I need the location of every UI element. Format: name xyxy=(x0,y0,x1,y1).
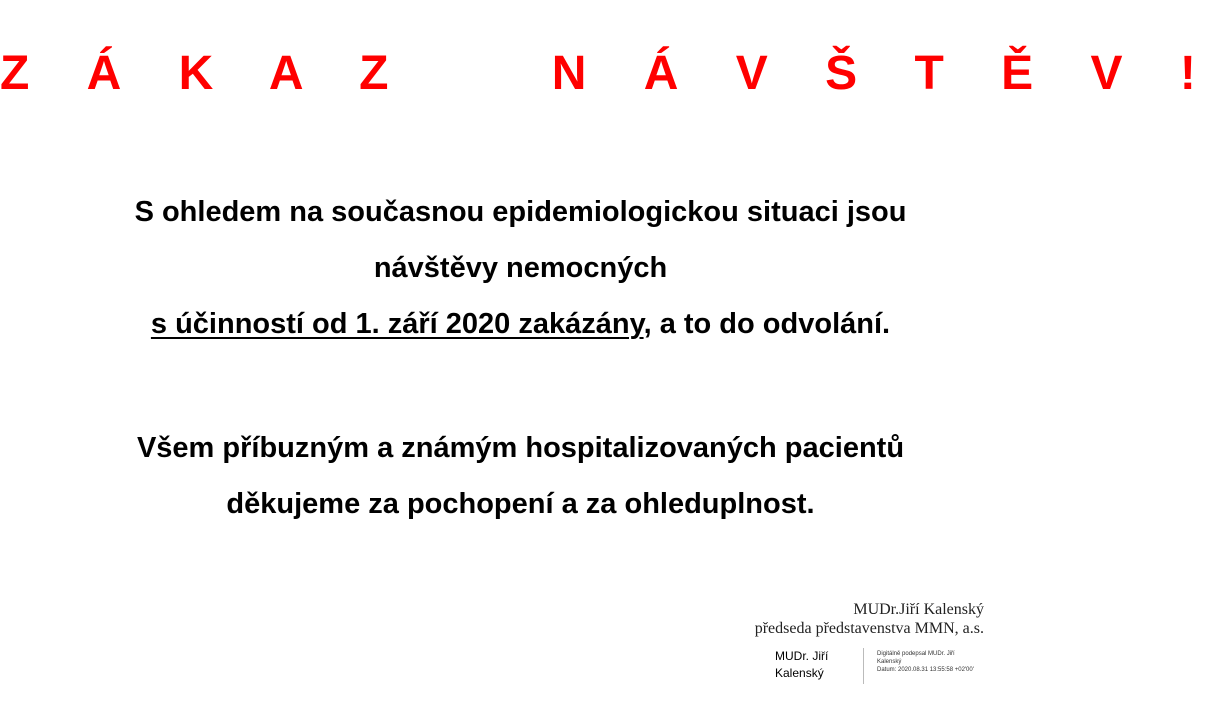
notice-title: Z Á K A Z N Á V Š T Ě V ! xyxy=(0,47,1218,100)
signatory-name: MUDr.Jiří Kalenský xyxy=(853,601,984,618)
digital-signature-info-line-1: Digitálně podepsal MUDr. Jiří xyxy=(877,651,955,657)
until-revoked-text: , a to do odvolání. xyxy=(643,308,891,340)
paragraph-2-line-1: Všem příbuzným a známým hospitalizovaných pacientů xyxy=(136,432,905,464)
notice-paragraph-2 xyxy=(0,420,1041,532)
digital-signature-name-line-2: Kalenský xyxy=(775,666,824,680)
signature-block xyxy=(755,600,984,638)
signatory-role: předseda představenstva MMN, a.s. xyxy=(754,620,984,637)
digital-signature-info xyxy=(877,650,974,674)
paragraph-1-line-3 xyxy=(0,296,1041,352)
digital-signature-divider xyxy=(863,648,864,684)
effective-date-underlined: s účinností od 1. září 2020 zakázány xyxy=(150,308,644,340)
digital-signature-name-line-1: MUDr. Jiří xyxy=(775,649,829,663)
notice-paragraph-1 xyxy=(0,184,1041,352)
digital-signature-name xyxy=(775,648,828,682)
paragraph-1-line-2: návštěvy nemocných xyxy=(373,252,668,284)
digital-signature-info-line-2: Kalenský xyxy=(877,659,902,665)
paragraph-1-line-1: S ohledem na současnou epidemiologickou situaci jsou xyxy=(134,196,907,228)
paragraph-2-line-2: děkujeme za pochopení a za ohleduplnost. xyxy=(226,488,815,520)
digital-signature-info-line-3: Datum: 2020.08.31 13:55:58 +02'00' xyxy=(877,667,974,673)
digital-signature-stamp xyxy=(775,646,985,686)
